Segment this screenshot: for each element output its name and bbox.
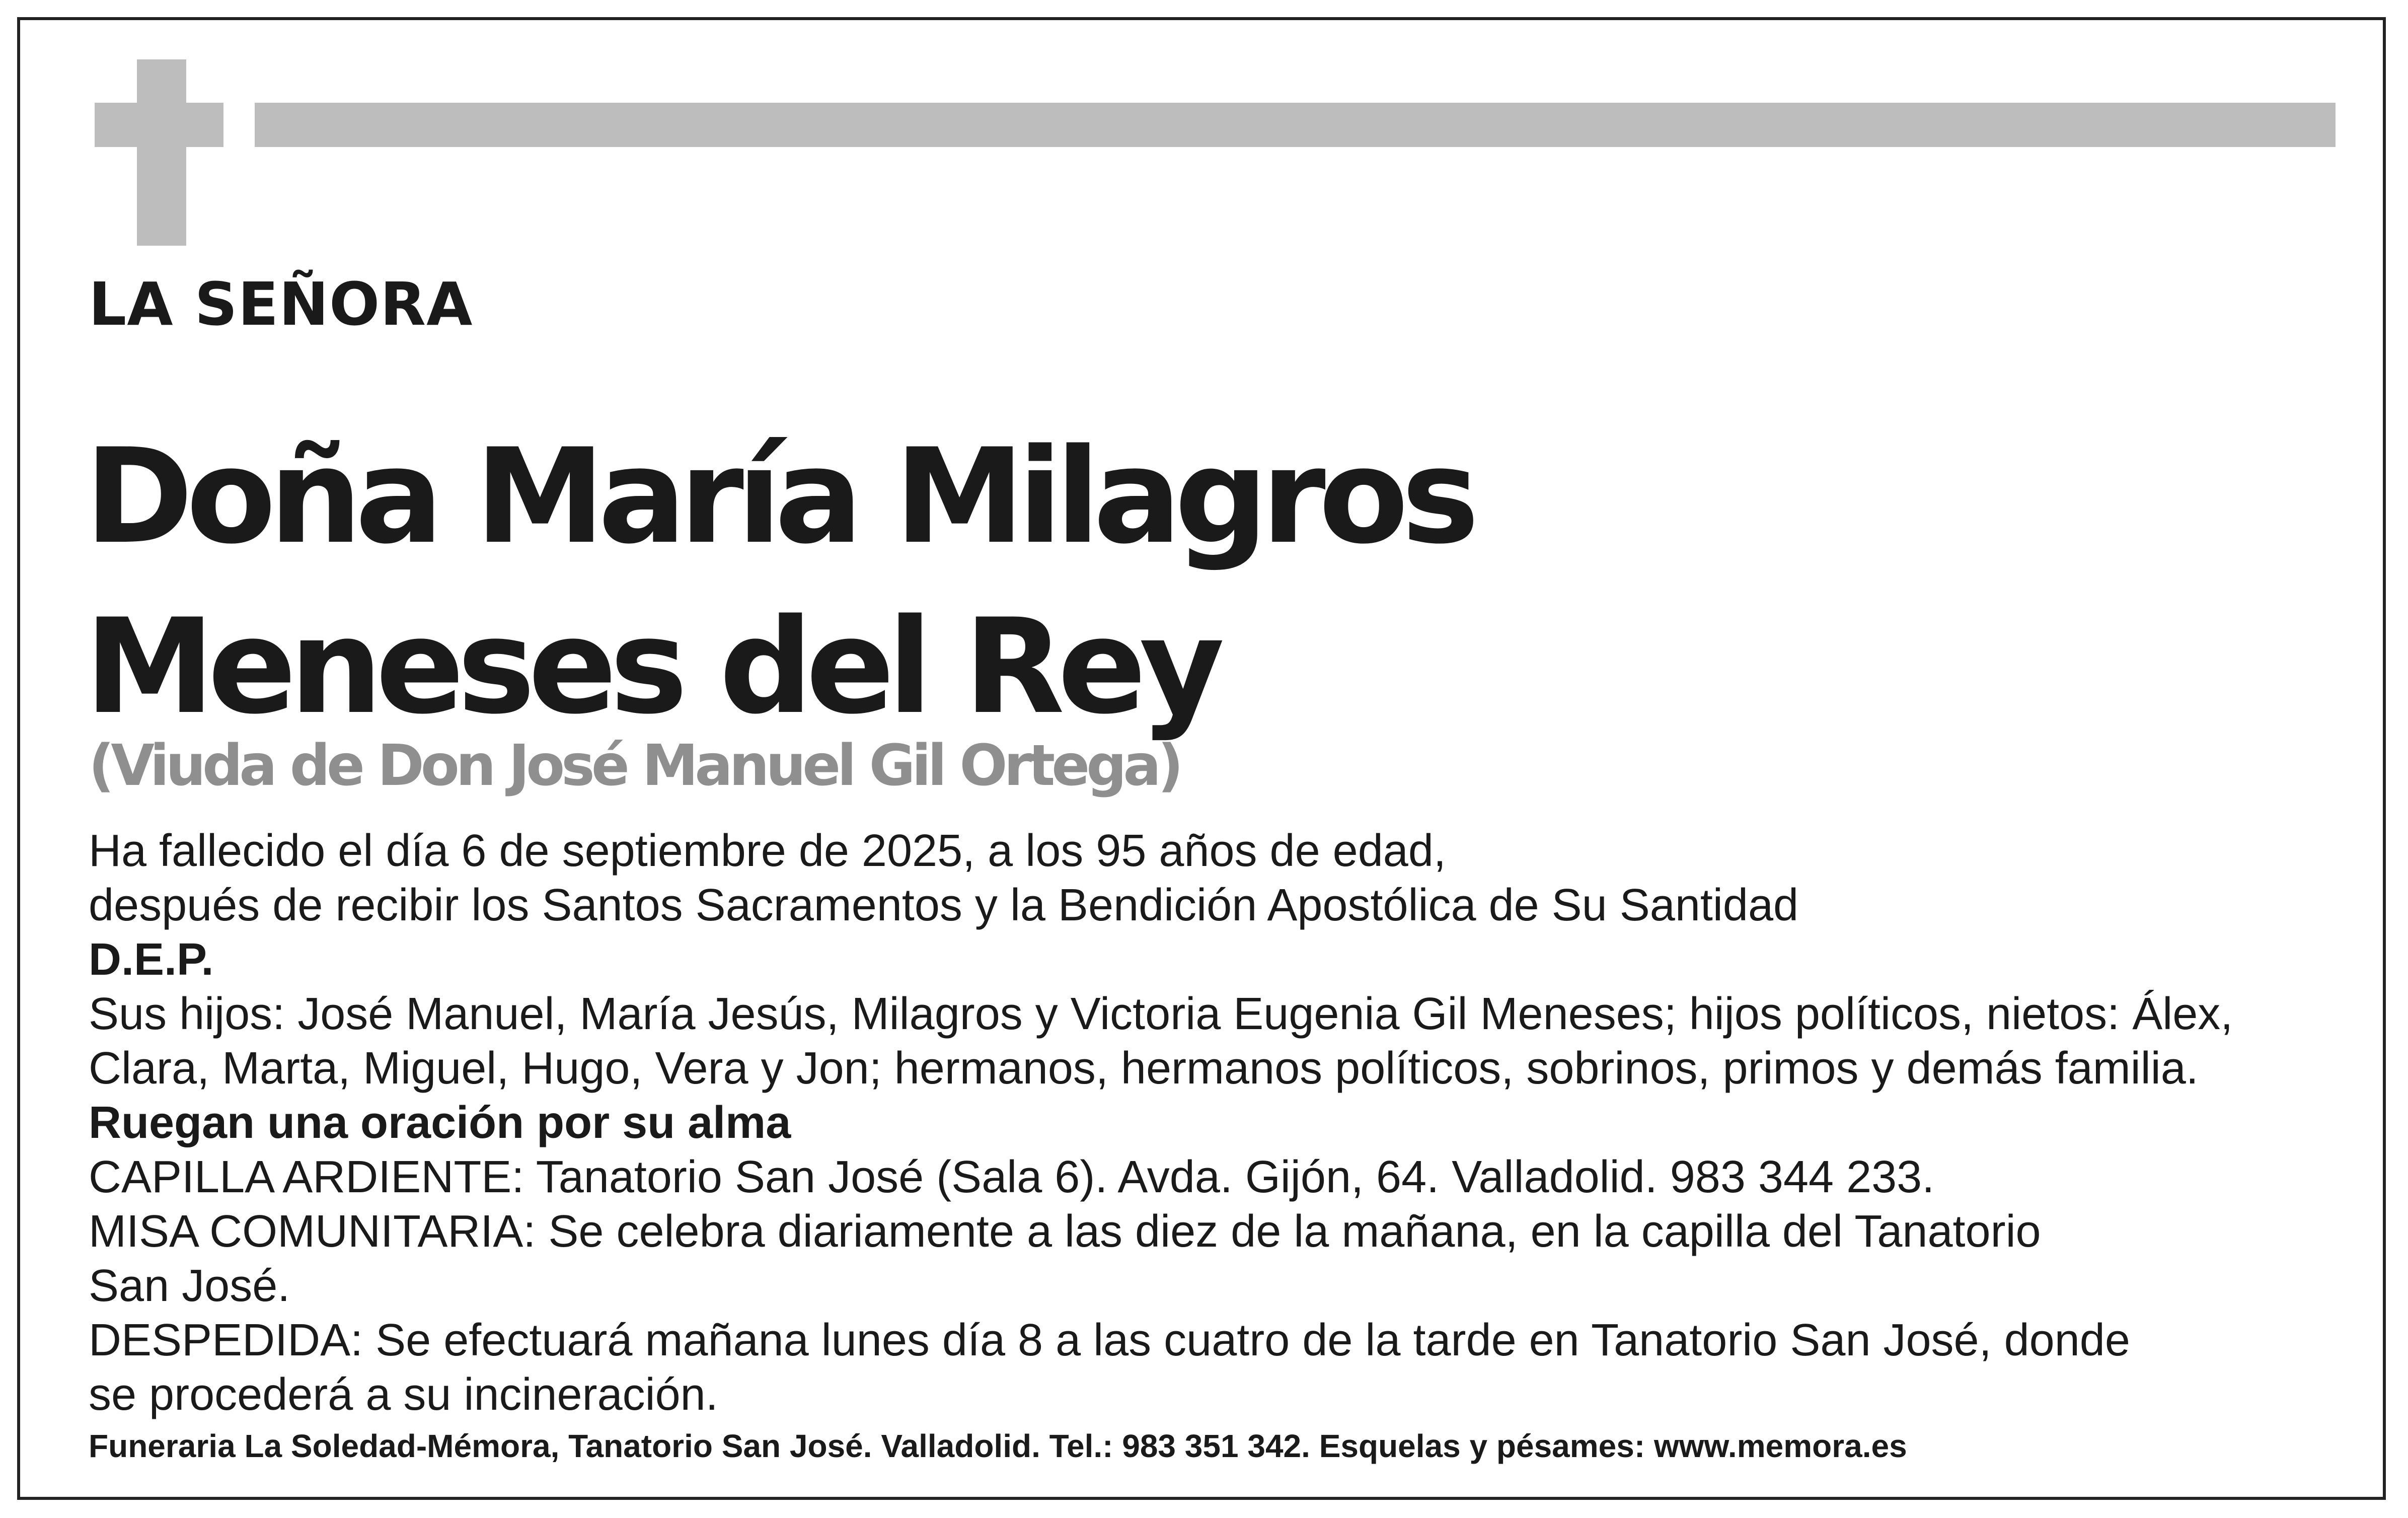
decorative-top-bar bbox=[255, 103, 2336, 147]
death-line-1: Ha fallecido el día 6 de septiembre de 2025, a los 95 años de edad, bbox=[89, 826, 1446, 876]
honorific-title: LA SEÑORA bbox=[89, 269, 473, 339]
obituary-body bbox=[89, 824, 2233, 1422]
chapel-info: CAPILLA ARDIENTE: Tanatorio San José (Sala 6). Avda. Gijón, 64. Valladolid. 983 344 233. bbox=[89, 1152, 1935, 1202]
widow-note: (Viuda de Don José Manuel Gil Ortega) bbox=[89, 733, 1180, 799]
cross-vertical-bar bbox=[137, 59, 186, 246]
funeral-home-footer: Funeraria La Soledad-Mémora, Tanatorio San José. Valladolid. Tel.: 983 351 342. Esquelas y pésames: www.memora.es bbox=[89, 1428, 1907, 1464]
mass-line-2: San José. bbox=[89, 1261, 290, 1311]
mass-line-1: MISA COMUNITARIA: Se celebra diariamente a las diez de la mañana, en la capilla del Tanatorio bbox=[89, 1206, 2041, 1257]
death-line-2: después de recibir los Santos Sacramentos y la Bendición Apostólica de Su Santidad bbox=[89, 880, 1799, 930]
prayer-request: Ruegan una oración por su alma bbox=[89, 1098, 791, 1148]
family-line-2: Clara, Marta, Miguel, Hugo, Vera y Jon; hermanos, hermanos políticos, sobrinos, primos y demás familia. bbox=[89, 1043, 2199, 1094]
farewell-line-1: DESPEDIDA: Se efectuará mañana lunes día 8 a las cuatro de la tarde en Tanatorio San José, donde bbox=[89, 1315, 2130, 1365]
deceased-name-line1: Doña María Milagros bbox=[85, 421, 1473, 573]
dep-label: D.E.P. bbox=[89, 934, 214, 985]
family-line-1: Sus hijos: José Manuel, María Jesús, Milagros y Victoria Eugenia Gil Meneses; hijos políticos, nietos: Álex, bbox=[89, 989, 2233, 1039]
deceased-name-line2: Meneses del Rey bbox=[85, 591, 1218, 743]
farewell-line-2: se procederá a su incineración. bbox=[89, 1369, 718, 1420]
deceased-name bbox=[85, 412, 1472, 752]
cross-horizontal-bar bbox=[95, 103, 223, 147]
